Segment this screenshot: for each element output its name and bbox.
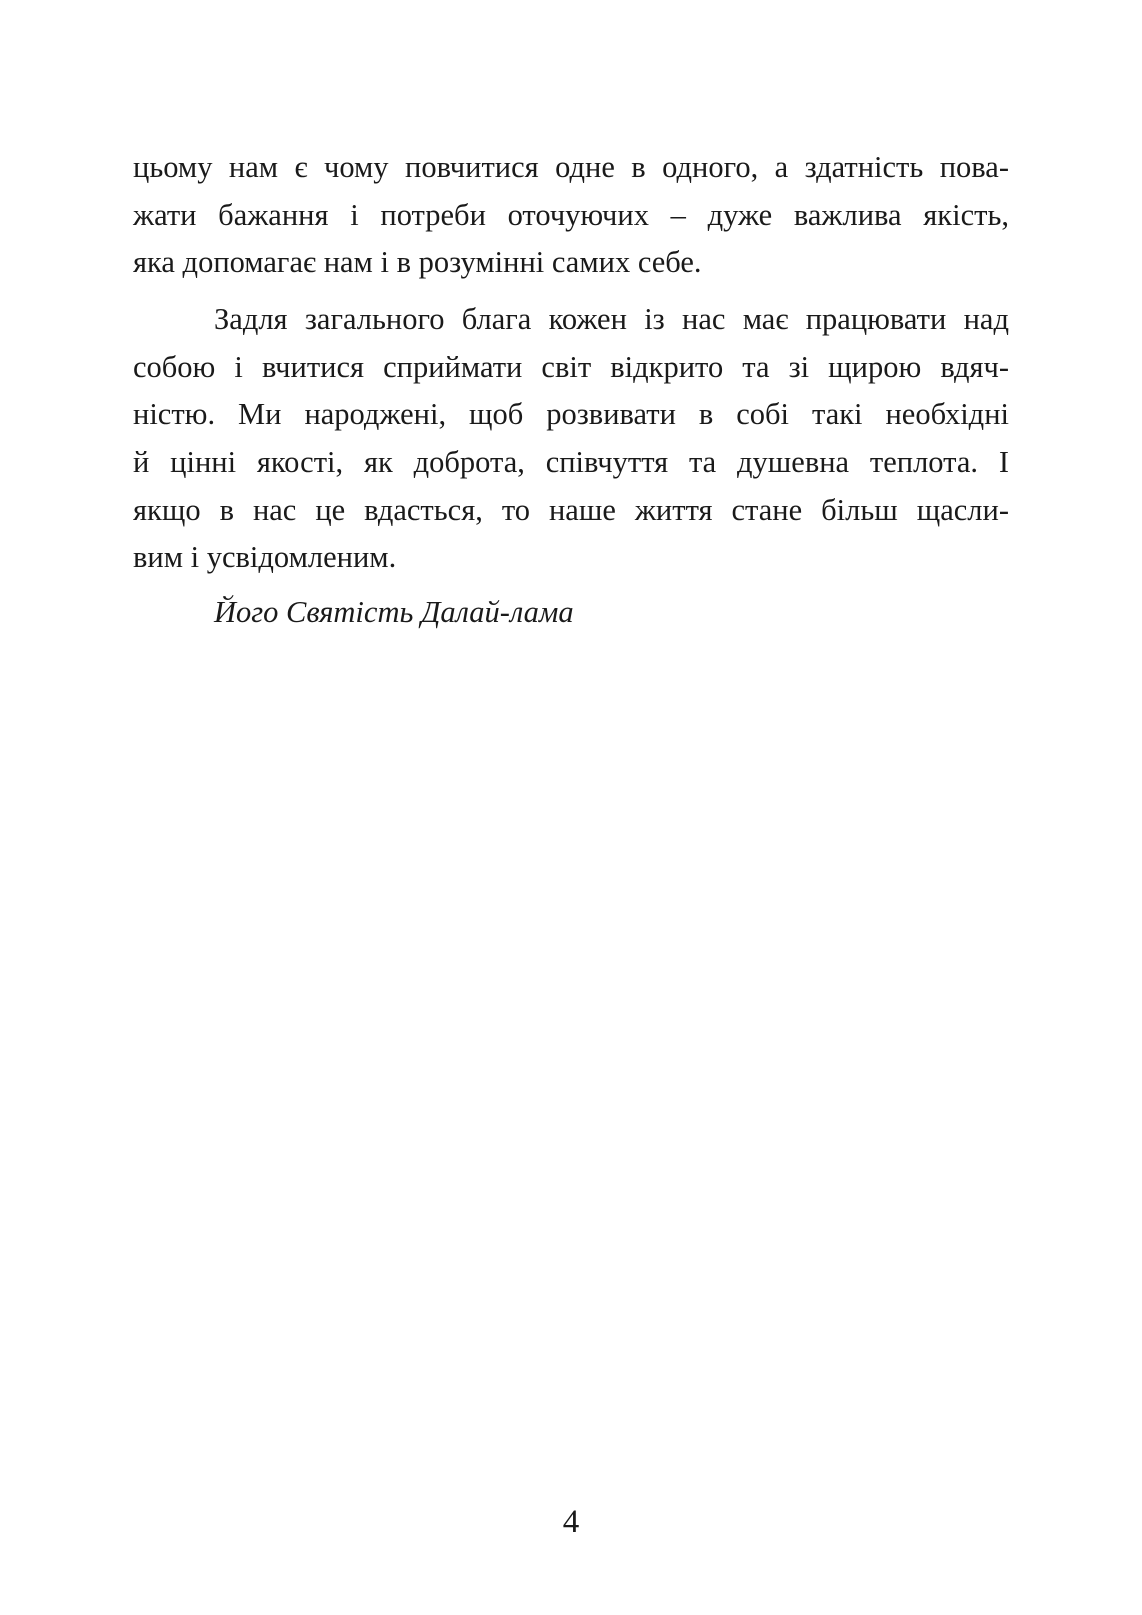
paragraph-2-line-5: якщо в нас це вдасться, то наше життя стане більш щасли- [133, 493, 1009, 527]
signature: Його Святість Далай-лама [214, 595, 574, 629]
paragraph-1-line-1: цьому нам є чому повчитися одне в одного, а здатність пова- [133, 150, 1009, 184]
paragraph-2-line-3: ністю. Ми народжені, щоб розвивати в собі такі необхідні [133, 397, 1009, 431]
paragraph-2-line-1: Задля загального блага кожен із нас має працювати над [214, 302, 1009, 336]
paragraph-2-line-2: собою і вчитися сприймати світ відкрито та зі щирою вдяч- [133, 350, 1009, 384]
paragraph-1-line-3: яка допомагає нам і в розумінні самих себе. [133, 245, 702, 279]
paragraph-2-line-4: й цінні якості, як доброта, співчуття та душевна теплота. І [133, 445, 1009, 479]
paragraph-2-line-6: вим і усвідомленим. [133, 540, 397, 574]
paragraph-1-line-2: жати бажання і потреби оточуючих – дуже важлива якість, [133, 198, 1009, 232]
page-number: 4 [562, 1504, 580, 1540]
